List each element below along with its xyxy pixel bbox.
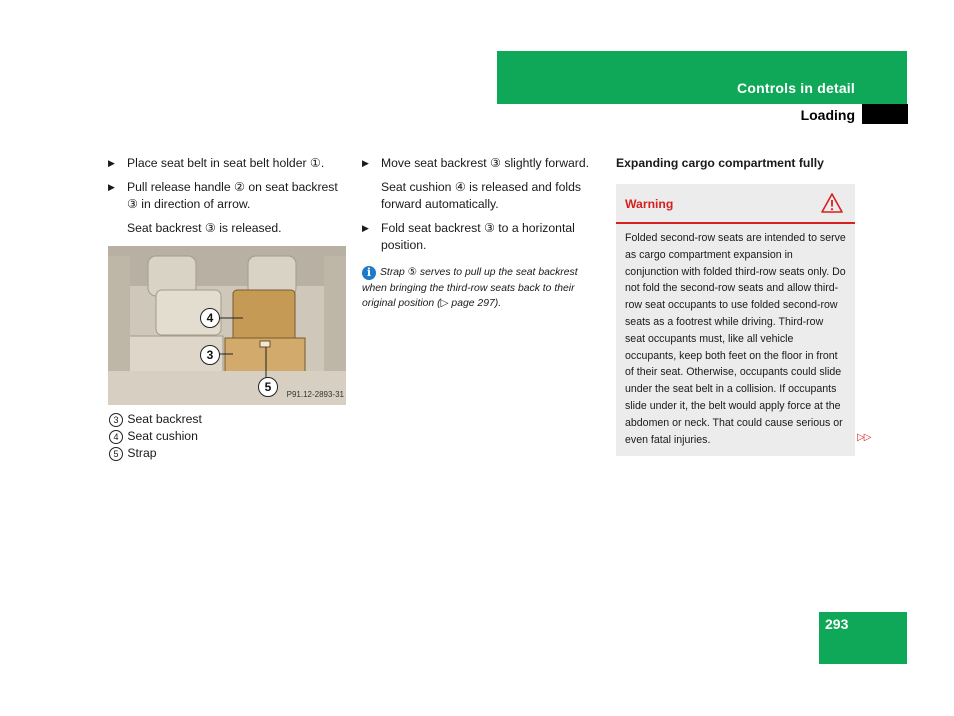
legend-number: 3 xyxy=(109,413,123,427)
warning-label: Warning xyxy=(625,197,674,211)
section-title: Controls in detail xyxy=(737,80,855,96)
callout-4: 4 xyxy=(200,308,220,328)
continued-marker: ▷▷ xyxy=(857,432,871,443)
arrow-right-icon: ▶ xyxy=(362,223,369,233)
step-result: Seat backrest ③ is released. xyxy=(127,221,282,235)
legend xyxy=(108,411,348,462)
header-band xyxy=(497,51,907,104)
warning-triangle-icon xyxy=(821,193,843,213)
cargo-seat-illustration xyxy=(108,246,346,405)
warning-header xyxy=(616,184,855,224)
callout-5: 5 xyxy=(258,377,278,397)
section-tab xyxy=(862,104,908,124)
photo-code: P91.12-2893-31 xyxy=(286,390,344,399)
column-1 xyxy=(108,155,348,462)
step-text: Move seat backrest ③ slightly forward. xyxy=(381,156,590,170)
warning-box xyxy=(616,184,855,456)
legend-text: Seat cushion xyxy=(127,429,198,443)
arrow-right-icon: ▶ xyxy=(108,182,115,192)
legend-item xyxy=(108,428,348,445)
instruction-step xyxy=(108,179,348,213)
info-note xyxy=(362,265,602,312)
arrow-right-icon: ▶ xyxy=(108,158,115,168)
legend-text: Strap xyxy=(127,446,157,460)
note-text: Strap ⑤ serves to pull up the seat backrest when bringing the third-row seats back to their original position (▷ page 297). xyxy=(362,267,578,309)
step-text: Place seat belt in seat belt holder ①. xyxy=(127,156,325,170)
instruction-step xyxy=(362,155,602,172)
callout-3: 3 xyxy=(200,345,220,365)
column-3 xyxy=(616,155,856,456)
instruction-step xyxy=(108,155,348,172)
instruction-step xyxy=(362,220,602,254)
step-text: Fold seat backrest ③ to a horizontal position. xyxy=(381,221,575,252)
section-heading: Expanding cargo compartment fully xyxy=(616,156,824,170)
step-text: Pull release handle ② on seat backrest ③ in direction of arrow. xyxy=(127,180,338,211)
warning-text: Folded second-row seats are intended to serve as cargo compartment expansion in conjunction with folded third-row seats only. Do not fold the second-row seats and allow third-row seat occupants to use folded second-row seats as a footrest while driving. Third-row seat occupants must, like all vehicle occupants, keep both feet on the floor in front of their seat. Otherwise, occupants could slide under the seat belt in a collision. If occupants slide under it, the belt would apply force at the abdomen or neck. That could cause serious or even fatal injuries. xyxy=(625,232,846,446)
subsection-title: Loading xyxy=(800,107,855,123)
arrow-right-icon: ▶ xyxy=(362,158,369,168)
column-2 xyxy=(362,155,602,312)
legend-number: 4 xyxy=(109,430,123,444)
page-number: 293 xyxy=(825,616,849,632)
legend-item xyxy=(108,445,348,462)
legend-number: 5 xyxy=(109,447,123,461)
legend-text: Seat backrest xyxy=(127,412,202,426)
step-result: Seat cushion ④ is released and folds forward automatically. xyxy=(381,180,581,211)
info-icon: i xyxy=(362,266,376,280)
cargo-seat-photo xyxy=(108,246,346,405)
legend-item xyxy=(108,411,348,428)
